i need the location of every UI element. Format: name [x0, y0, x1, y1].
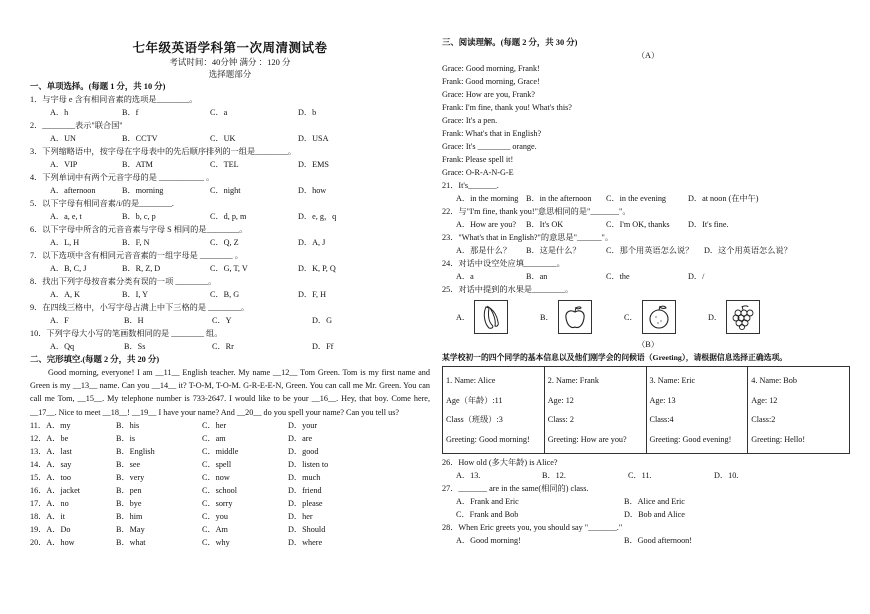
cell-line: Age（年龄）:11: [446, 395, 503, 405]
question-9-options: [30, 314, 430, 327]
question-5-options: [30, 210, 430, 223]
question-6: 6．以下字母中所含的元音音素与字母 S 相同的是________。: [30, 225, 248, 234]
option[interactable]: 19．A．Do: [30, 524, 71, 534]
option[interactable]: D．her: [288, 511, 313, 521]
option[interactable]: C．spell: [202, 459, 232, 469]
option-label: D．: [708, 312, 723, 322]
option[interactable]: B．F, N: [122, 238, 150, 247]
question-28: 28．When Eric greets you, you should say "_______.": [442, 523, 623, 532]
cloze-choice-row: [30, 497, 430, 510]
cloze-choice-row: [30, 419, 430, 432]
option[interactable]: C．Rr: [212, 342, 234, 351]
option[interactable]: B．这是什么？: [526, 246, 581, 255]
question-22: 22．与"I'm fine, thank you!"意思相同的是"_______"。: [442, 207, 631, 216]
option[interactable]: C．11.: [628, 471, 652, 480]
right-column: [442, 0, 854, 547]
cell-line: Age: 12: [751, 395, 778, 405]
option[interactable]: B．in the afternoon: [526, 194, 592, 203]
question-10: 10．下列字母大小写的笔画数相同的是 ________ 组。: [30, 329, 223, 338]
option[interactable]: D．K, P, Q: [298, 264, 336, 273]
cell-line: Greeting: Good morning!: [446, 434, 530, 444]
question-27-options-row1: [442, 495, 854, 508]
option[interactable]: C．the: [606, 272, 630, 281]
question-25: 25．对话中提到的水果是________。: [442, 285, 574, 294]
option[interactable]: D．It's fine.: [688, 220, 729, 229]
option[interactable]: B．pen: [116, 485, 142, 495]
option[interactable]: D．/: [688, 272, 705, 281]
cloze-choice-row: [30, 471, 430, 484]
option[interactable]: B．his: [116, 420, 140, 430]
cloze-choice-row: [30, 523, 430, 536]
option[interactable]: B．ATM: [122, 160, 153, 169]
dialogue: [442, 62, 854, 179]
table-cell-frank: [544, 367, 646, 454]
cell-line: Age: 13: [649, 395, 676, 405]
question-26: 26．How old (多大年龄) is Alice?: [442, 458, 558, 467]
question-3: 3．下列缩略语中，按字母在字母表中的先后顺序排列的一组是________。: [30, 147, 297, 156]
option[interactable]: A．afternoon: [50, 186, 96, 195]
option[interactable]: B．CCTV: [122, 134, 158, 143]
section1-heading: 一、单项选择。(每题 1 分，共 10 分): [30, 82, 166, 91]
option[interactable]: 15．A．too: [30, 472, 71, 482]
question-3-options: [30, 158, 430, 171]
option[interactable]: B．H: [124, 316, 144, 325]
option[interactable]: B．f: [122, 108, 139, 117]
option[interactable]: B．I, Y: [122, 290, 149, 299]
option[interactable]: C．you: [202, 511, 228, 521]
option[interactable]: B．an: [526, 272, 548, 281]
dialogue-line: Frank: I'm fine, thank you! What's this?: [442, 103, 572, 112]
option[interactable]: C．Y: [212, 316, 232, 325]
part-a-label: （A）: [636, 51, 660, 60]
option[interactable]: D．where: [288, 537, 323, 547]
question-8: 8．找出下列字母按音素分类有误的一项 ________。: [30, 277, 217, 286]
dialogue-line: Frank: What's that in English?: [442, 129, 542, 138]
option-label: C．: [624, 312, 638, 322]
option[interactable]: 12．A．be: [30, 433, 69, 443]
cell-line: Class: 2: [547, 415, 574, 424]
exam-info: 考试时间：40分钟 满分 ：120 分: [169, 57, 291, 67]
option[interactable]: B．very: [116, 472, 145, 482]
option[interactable]: B．bye: [116, 498, 142, 508]
cloze-choice-row: [30, 536, 430, 549]
option[interactable]: C．now: [202, 472, 230, 482]
option[interactable]: C．in the evening: [606, 194, 667, 203]
question-25-options: [442, 298, 854, 336]
question-24-options: [442, 270, 854, 283]
option[interactable]: B．R, Z, D: [122, 264, 161, 273]
option[interactable]: D．USA: [298, 134, 329, 143]
question-23-options: [442, 244, 854, 257]
page-title: 七年级英语学科第一次周清测试卷: [132, 41, 328, 55]
student-info-table: [442, 366, 850, 454]
option[interactable]: C．Q, Z: [210, 238, 239, 247]
option[interactable]: A．Good morning!: [456, 536, 521, 545]
part-b-intro: 某学校初一的四个同学的基本信息以及他们刚学会的问候语（Greeting），请根据信息选择正确选项。: [442, 353, 788, 362]
option-label: A．: [456, 312, 471, 322]
cloze-choice-row: [30, 484, 430, 497]
question-1-options: [30, 106, 430, 119]
question-2-options: [30, 132, 430, 145]
banana-icon: [474, 300, 508, 334]
cell-line: Class:2: [751, 415, 776, 424]
question-27: 27．_______ are in the same(相同的) class.: [442, 484, 589, 493]
option-b[interactable]: [540, 300, 624, 334]
option[interactable]: B．It's OK: [526, 220, 564, 229]
question-4: 4．下列单词中有两个元音字母的是 ___________ 。: [30, 173, 215, 182]
option[interactable]: 11．A．my: [30, 420, 71, 430]
option[interactable]: A．a, e, t: [50, 212, 82, 221]
cell-line: Greeting: How are you?: [547, 434, 627, 444]
option[interactable]: D．Should: [288, 524, 326, 534]
option[interactable]: D．b: [298, 108, 317, 117]
dialogue-line: Grace: It's ________ orange.: [442, 142, 537, 151]
question-24: 24．对话中设空处应填________。: [442, 259, 565, 268]
cell-line: 4. Name: Bob: [751, 376, 797, 385]
option[interactable]: B．is: [116, 433, 136, 443]
question-21-options: [442, 192, 854, 205]
grapes-icon: [726, 300, 760, 334]
section3-heading: 三、阅读理解。(每题 2 分，共 30 分): [442, 38, 578, 47]
option[interactable]: D．EMS: [298, 160, 329, 169]
option[interactable]: B．b, c, p: [122, 212, 156, 221]
question-2: 2．________表示"联合国": [30, 121, 123, 130]
option[interactable]: D．good: [288, 446, 319, 456]
option[interactable]: D．Bob and Alice: [624, 510, 685, 519]
question-21: 21．It's_______.: [442, 181, 499, 190]
question-27-options-row2: [442, 508, 854, 521]
option[interactable]: C．那个用英语怎么说？: [606, 246, 694, 255]
cell-line: 2. Name: Frank: [547, 376, 599, 385]
option[interactable]: D．your: [288, 420, 318, 430]
dialogue-line: Grace: It's a pen.: [442, 116, 498, 125]
option[interactable]: 13．A．last: [30, 446, 72, 456]
question-7: 7．以下选项中含有相同元音音素的一组字母是 ________ 。: [30, 251, 243, 260]
part-b-label: （B）: [637, 340, 659, 349]
option[interactable]: D．are: [288, 433, 313, 443]
table-cell-eric: [646, 367, 748, 454]
section2-heading: 二、完形填空.(每题 2 分，共 20 分): [30, 355, 160, 364]
option[interactable]: C．her: [202, 420, 227, 430]
cell-line: Class:4: [649, 415, 674, 424]
option[interactable]: D．listen to: [288, 459, 329, 469]
left-column: [30, 0, 430, 549]
dialogue-line: Grace: How are you, Frank?: [442, 90, 535, 99]
option[interactable]: C．school: [202, 485, 238, 495]
option[interactable]: 16．A．jacket: [30, 485, 81, 495]
option[interactable]: A．VIP: [50, 160, 78, 169]
cloze-choice-row: [30, 445, 430, 458]
cell-line: 1. Name: Alice: [446, 376, 496, 385]
option[interactable]: C．I'm OK, thanks: [606, 220, 670, 229]
option[interactable]: C．B, G: [210, 290, 240, 299]
dialogue-line: Frank: Please spell it!: [442, 155, 514, 164]
option[interactable]: A．a: [456, 272, 474, 281]
part-label: 选择题部分: [208, 69, 252, 79]
option[interactable]: D．10.: [714, 471, 739, 480]
question-6-options: [30, 236, 430, 249]
cell-line: Class（班级）:3: [446, 415, 503, 424]
option[interactable]: C．a: [210, 108, 228, 117]
option[interactable]: B．him: [116, 511, 143, 521]
option[interactable]: B．Alice and Eric: [624, 497, 685, 506]
option[interactable]: 14．A．say: [30, 459, 72, 469]
question-22-options: [442, 218, 854, 231]
option[interactable]: C．why: [202, 537, 230, 547]
option[interactable]: C．d, p, m: [210, 212, 247, 221]
cell-line: Greeting: Hello!: [751, 434, 806, 444]
option[interactable]: D．F, H: [298, 290, 327, 299]
option[interactable]: D．at noon (在中午): [688, 194, 759, 203]
question-4-options: [30, 184, 430, 197]
option[interactable]: C．G, T, V: [210, 264, 248, 273]
option[interactable]: A．Frank and Eric: [456, 497, 519, 506]
option[interactable]: A．那是什么？: [456, 246, 512, 255]
option[interactable]: B．what: [116, 537, 146, 547]
option[interactable]: C．Frank and Bob: [456, 510, 519, 519]
question-1: 1．与字母 e 含有相同音素的选项是________。: [30, 95, 198, 104]
option-label: B．: [540, 312, 554, 322]
cloze-choice-row: [30, 510, 430, 523]
option[interactable]: C．night: [210, 186, 241, 195]
option[interactable]: B．morning: [122, 186, 164, 195]
option[interactable]: A．L, H: [50, 238, 80, 247]
option[interactable]: A．13.: [456, 471, 481, 480]
orange-icon: [642, 300, 676, 334]
option[interactable]: 17．A．no: [30, 498, 69, 508]
cloze-choices: [30, 419, 430, 549]
option[interactable]: A．in the morning: [456, 194, 519, 203]
option-c[interactable]: [624, 300, 708, 334]
dialogue-line: Grace: Good morning, Frank!: [442, 64, 540, 73]
table-cell-alice: [443, 367, 545, 454]
option[interactable]: D．A, J: [298, 238, 326, 247]
option[interactable]: D．Ff: [312, 342, 334, 351]
cell-line: 3. Name: Eric: [649, 376, 696, 385]
cell-line: Greeting: Good evening!: [649, 434, 732, 444]
table-row: [443, 367, 850, 454]
option[interactable]: D．please: [288, 498, 323, 508]
option[interactable]: 18．A．it: [30, 511, 66, 521]
apple-icon: [558, 300, 592, 334]
option[interactable]: D．much: [288, 472, 321, 482]
option[interactable]: B．see: [116, 459, 141, 469]
option[interactable]: C．UK: [210, 134, 236, 143]
cloze-passage: Good morning, everyone! I am __11__ English teacher. My name __12__ Tom Green. Tom is my first name and Green is my __13__ name. Can you __14__ it? T-O-M, T-O-M. G-R-E-E-N, Green. You can call me Mr. Green. You can call me Tom, __15__. My telephone number is 733-2647. I would like to be your __16__. Hey, that boy. Come here, __17__. Nice to meet __18__! __19__ I have your name? And __20__ do you spell your name? Can you tell us?: [30, 368, 430, 417]
question-5: 5．以下字母有相同音素/i/的是________.: [30, 199, 174, 208]
question-9: 9．在四线三格中，小写字母占满上中下三格的是 ________。: [30, 303, 250, 312]
option[interactable]: B．English: [116, 446, 155, 456]
option[interactable]: B．May: [116, 524, 145, 534]
question-26-options: [442, 469, 854, 482]
option[interactable]: A．F: [50, 316, 69, 325]
question-23: 23．"What's that in English?"的意思是"______"。: [442, 233, 614, 242]
option[interactable]: D．e, g，q: [298, 212, 337, 221]
option[interactable]: B．Good afternoon!: [624, 536, 692, 545]
option[interactable]: D．G: [312, 316, 333, 325]
option[interactable]: D．这个用英语怎么说？: [704, 246, 792, 255]
option[interactable]: A．A, K: [50, 290, 81, 299]
cloze-choice-row: [30, 458, 430, 471]
option[interactable]: D．how: [298, 186, 327, 195]
option[interactable]: A．B, C, J: [50, 264, 87, 273]
cell-line: Age: 12: [547, 395, 574, 405]
question-28-options: [442, 534, 854, 547]
option[interactable]: B．Ss: [124, 342, 146, 351]
option[interactable]: C．sorry: [202, 498, 233, 508]
cloze-choice-row: [30, 432, 430, 445]
option[interactable]: A．h: [50, 108, 69, 117]
table-cell-bob: [748, 367, 850, 454]
option-a[interactable]: [456, 300, 540, 334]
option[interactable]: C．Am: [202, 524, 228, 534]
option[interactable]: C．middle: [202, 446, 239, 456]
dialogue-line: Grace: O-R-A-N-G-E: [442, 168, 514, 177]
option[interactable]: B．12.: [542, 471, 566, 480]
option[interactable]: A．How are you?: [456, 220, 517, 229]
dialogue-line: Frank: Good morning, Grace!: [442, 77, 540, 86]
option[interactable]: A．UN: [50, 134, 76, 143]
option-d[interactable]: [708, 300, 792, 334]
option[interactable]: D．friend: [288, 485, 322, 495]
question-7-options: [30, 262, 430, 275]
question-8-options: [30, 288, 430, 301]
option[interactable]: 20．A．how: [30, 537, 75, 547]
option[interactable]: C．TEL: [210, 160, 239, 169]
question-10-options: [30, 340, 430, 353]
option[interactable]: A．Qq: [50, 342, 75, 351]
option[interactable]: C．am: [202, 433, 226, 443]
